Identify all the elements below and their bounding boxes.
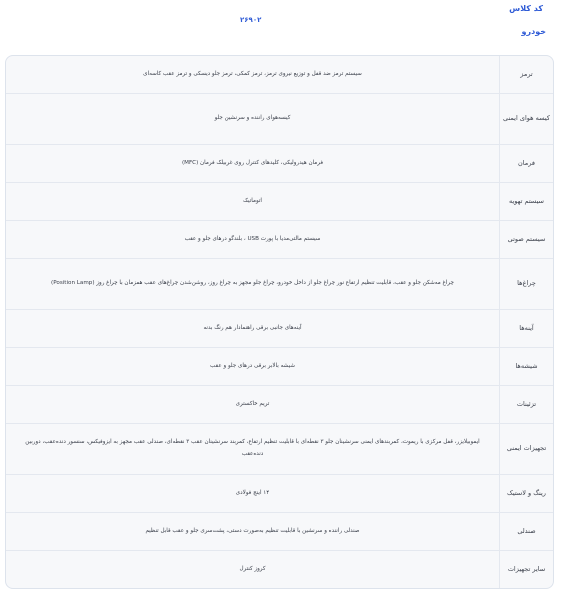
spec-key: تزئینات	[499, 386, 553, 423]
spec-row-steering	[6, 145, 553, 183]
spec-table	[5, 55, 554, 589]
spec-key: فرمان	[499, 145, 553, 182]
spec-row-lights	[6, 259, 553, 310]
spec-value: فرمان هیدرولیکی، کلیدهای کنترل روی غربیلک فرمان (MFC)	[181, 159, 324, 166]
spec-key: رینگ و لاستیک	[499, 475, 553, 512]
class-code-label: کد کلاس	[509, 4, 543, 13]
spec-value: اتوماتیک	[243, 197, 262, 204]
spec-value: چراغ مه‌شکن جلو و عقب، قابلیت تنظیم ارتفاع نور چراغ جلو از داخل خودرو، چراغ جلو مجهز به چراغ روز، روشن‌شدن چراغ‌های عقب همزمان با چراغ روز (Position Lamp)	[51, 280, 454, 287]
brand-label: خودرو	[521, 27, 546, 36]
spec-key: آینه‌ها	[499, 310, 553, 347]
spec-key: شیشه‌ها	[499, 348, 553, 385]
spec-row-other	[6, 551, 553, 588]
spec-value: سیستم مالتی‌مدیا با پورت USB ، بلندگو درهای جلو و عقب	[184, 235, 321, 242]
spec-value: کروز کنترل	[239, 565, 266, 572]
spec-row-audio	[6, 221, 553, 259]
class-header	[0, 0, 561, 50]
spec-row-brakes	[6, 56, 553, 94]
spec-key: ترمز	[499, 56, 553, 93]
spec-key: کیسه هوای ایمنی	[499, 94, 553, 144]
class-code-value: ۲۶۹۰۲	[240, 16, 262, 24]
spec-row-windows	[6, 348, 553, 386]
spec-row-trim	[6, 386, 553, 424]
spec-value: سیستم ترمز ضد قفل و توزیع نیروی ترمز، ترمز کمکی، ترمز جلو دیسکی و ترمز عقب کاسه‌ای	[143, 70, 362, 77]
spec-key: سایر تجهیزات	[499, 551, 553, 588]
spec-key: صندلی	[499, 513, 553, 550]
spec-value: شیشه بالابر برقی درهای جلو و عقب	[210, 362, 295, 369]
spec-row-safety	[6, 424, 553, 475]
spec-value: تریم خاکستری	[235, 400, 270, 407]
spec-row-seats	[6, 513, 553, 551]
spec-row-wheels	[6, 475, 553, 513]
spec-value: ایموبیلایزر، قفل مرکزی با ریموت، کمربندهای ایمنی سرنشینان جلو ۳ نقطه‌ای با قابلیت تنظیم ارتفاع، کمربند سرنشینان عقب ۳ نقطه‌ای، صندلی عقب مجهز به ایزوفیکس، سنسور دنده‌عقب، دوربین دنده‌عقب	[25, 439, 480, 457]
spec-value: صندلی راننده و سرنشین با قابلیت تنظیم به‌صورت دستی، پشت‌سری جلو و عقب قابل تنظیم	[145, 527, 360, 534]
spec-row-climate	[6, 183, 553, 221]
spec-key: سیستم تهویه	[499, 183, 553, 220]
spec-value: ۱۴ اینچ فولادی	[235, 489, 270, 496]
spec-key: چراغ‌ها	[499, 259, 553, 309]
spec-key: تجهیزات ایمنی	[499, 424, 553, 474]
spec-value: کیسه‌هوای راننده و سرنشین جلو	[214, 115, 291, 122]
spec-row-airbags	[6, 94, 553, 145]
spec-row-mirrors	[6, 310, 553, 348]
spec-value: آینه‌های جانبی برقی راهنمادار هم رنگ بدنه	[203, 324, 302, 331]
spec-key: سیستم صوتی	[499, 221, 553, 258]
